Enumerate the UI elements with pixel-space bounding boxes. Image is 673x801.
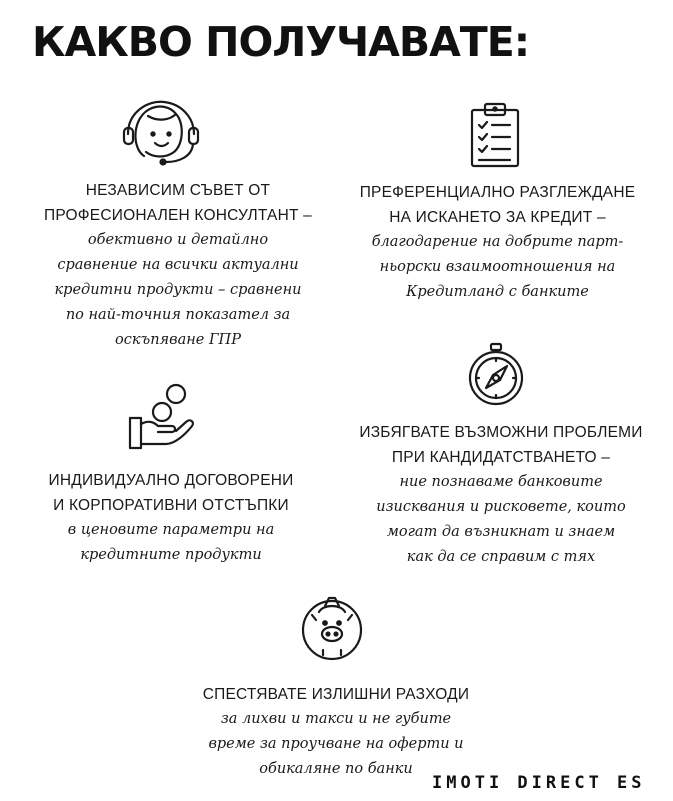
hand-coins-icon	[126, 382, 198, 454]
clipboard-checklist-icon	[468, 100, 522, 170]
page-title: КАКВО ПОЛУЧАВАТЕ:	[32, 18, 530, 66]
benefit-text-line: Кредитланд с банките	[406, 284, 589, 300]
benefit-text-line: кредитните продукти	[80, 547, 262, 563]
headset-consultant-icon	[118, 98, 204, 168]
compass-icon	[466, 342, 526, 406]
benefit-text-line: как да се справим с тях	[406, 549, 596, 565]
benefit-independent-advice	[38, 178, 318, 353]
piggy-bank-icon	[299, 590, 365, 662]
benefit-avoid-problems	[345, 420, 657, 570]
benefit-heading-line: ПРОФЕСИОНАЛЕН КОНСУЛТАНТ –	[44, 207, 312, 224]
benefit-heading-line: ПРИ КАНДИДАТСТВАНЕТО –	[391, 449, 611, 466]
benefit-heading-line: ПРЕФЕРЕНЦИАЛНО РАЗГЛЕЖДАНЕ	[359, 184, 636, 201]
benefit-heading-line: И КОРПОРАТИВНИ ОТСТЪПКИ	[53, 497, 289, 514]
benefit-text-line: кредитни продукти – сравнени	[54, 282, 302, 298]
benefit-individual-discounts	[22, 468, 320, 568]
benefit-heading-line: ИНДИВИДУАЛНО ДОГОВОРЕНИ	[48, 472, 294, 489]
watermark-text: IMOTI DIRECT ES	[432, 773, 646, 793]
benefit-text-line: време за проучване на оферти и	[208, 736, 464, 752]
benefit-save-costs	[176, 682, 496, 782]
benefit-text-line: обективно и детайлно	[87, 232, 269, 248]
benefit-text-line: сравнение на всички актуални	[57, 257, 299, 273]
benefit-text-line: за лихви и такси и не губите	[220, 711, 452, 727]
benefit-preferential-review	[345, 180, 650, 305]
benefit-text-line: могат да възникнат и знаем	[386, 524, 616, 540]
benefit-text-line: по най-точния показател за	[65, 307, 291, 323]
benefit-text-line: оскъпяване ГПР	[115, 332, 241, 348]
benefit-heading-line: НА ИСКАНЕТО ЗА КРЕДИТ –	[389, 209, 606, 226]
benefit-text-line: ньорски взаимоотношения на	[379, 259, 616, 275]
benefit-text-line: благодарение на добрите парт-	[371, 234, 624, 250]
benefit-text-line: обикаляне по банки	[259, 761, 413, 777]
benefit-heading-line: ИЗБЯГВАТЕ ВЪЗМОЖНИ ПРОБЛЕМИ	[359, 424, 643, 441]
benefit-text-line: в ценовите параметри на	[67, 522, 275, 538]
benefit-text-line: ние познаваме банковите	[399, 474, 603, 490]
benefit-heading-line: СПЕСТЯВАТЕ ИЗЛИШНИ РАЗХОДИ	[202, 686, 470, 703]
benefit-text-line: изисквания и рисковете, които	[376, 499, 626, 515]
benefit-heading-line: НЕЗАВИСИМ СЪВЕТ ОТ	[85, 182, 271, 199]
